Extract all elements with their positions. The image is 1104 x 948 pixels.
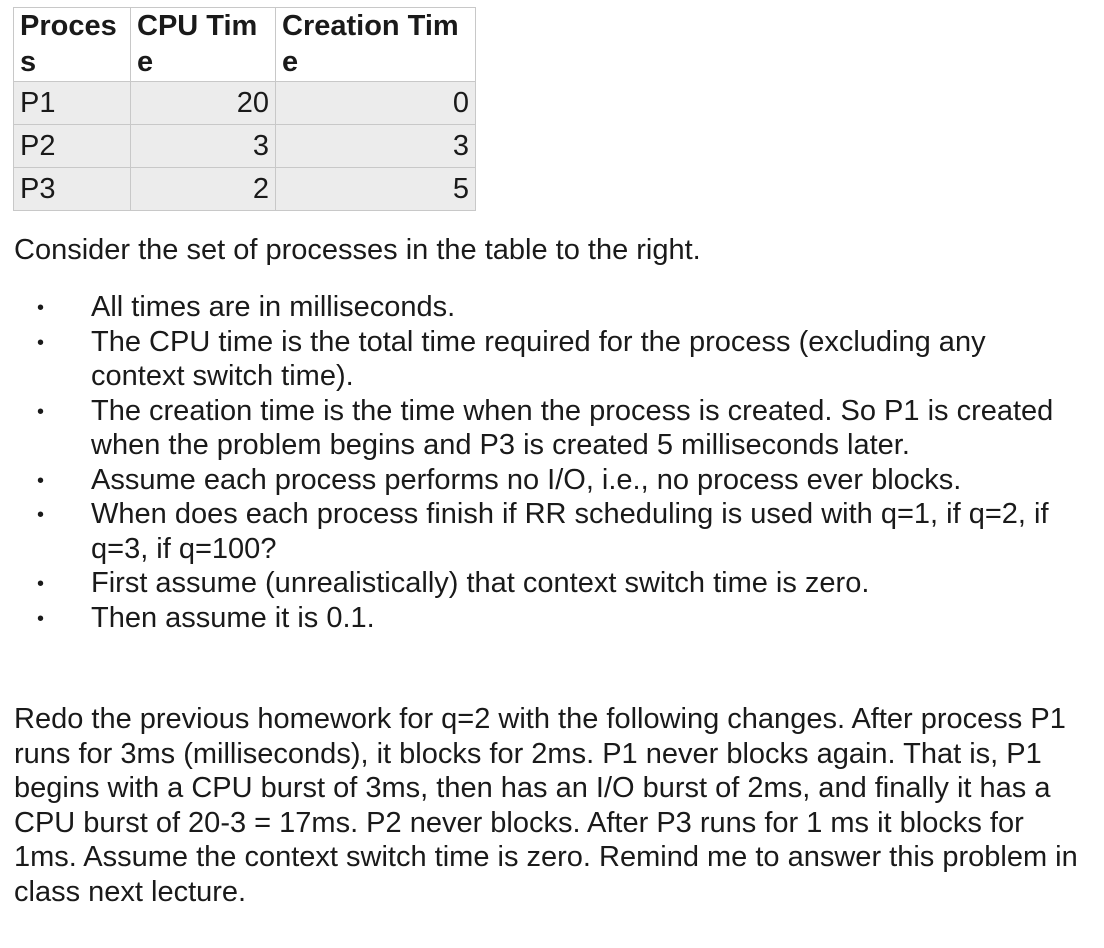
cell-process: P1 [14, 82, 131, 125]
list-item: • Then assume it is 0.1. [0, 601, 1080, 636]
cell-creation-time: 0 [276, 82, 476, 125]
table-row [14, 168, 476, 211]
header-creation-time: Creation Time [276, 8, 476, 82]
list-item: • First assume (unrealistically) that context switch time is zero. [0, 566, 1080, 601]
header-cpu-time: CPU Time [131, 8, 276, 82]
table-row [14, 125, 476, 168]
list-item: • The CPU time is the total time required for the process (excluding any context switch time). [0, 325, 1080, 394]
cell-creation-time: 5 [276, 168, 476, 211]
cell-process: P3 [14, 168, 131, 211]
homework-paragraph: Redo the previous homework for q=2 with the following changes. After process P1 runs for 3ms (milliseconds), it blocks for 2ms. P1 never blocks again. That is, P1 begins with a CPU burst of 3ms, then has an I/O burst of 2ms, and finally it has a CPU burst of 20-3 = 17ms. P2 never blocks. After P3 runs for 1 ms it blocks for 1ms. Assume the context switch time is zero. Remind me to answer this problem in class next lecture. [14, 703, 1078, 908]
bullet-list [0, 290, 1080, 635]
header-process: Process [14, 8, 131, 82]
cell-cpu-time: 20 [131, 82, 276, 125]
cell-creation-time: 3 [276, 125, 476, 168]
table-header-row [14, 8, 476, 82]
intro-text: Consider the set of processes in the table to the right. [14, 234, 701, 266]
cell-process: P2 [14, 125, 131, 168]
list-item: • All times are in milliseconds. [0, 290, 1080, 325]
table-row [14, 82, 476, 125]
list-item: • The creation time is the time when the process is created. So P1 is created when the problem begins and P3 is created 5 milliseconds later. [0, 394, 1080, 463]
process-table [13, 7, 476, 211]
list-item: • Assume each process performs no I/O, i.e., no process ever blocks. [0, 463, 1080, 498]
cell-cpu-time: 2 [131, 168, 276, 211]
cell-cpu-time: 3 [131, 125, 276, 168]
list-item: • When does each process finish if RR scheduling is used with q=1, if q=2, if q=3, if q=100? [0, 497, 1080, 566]
